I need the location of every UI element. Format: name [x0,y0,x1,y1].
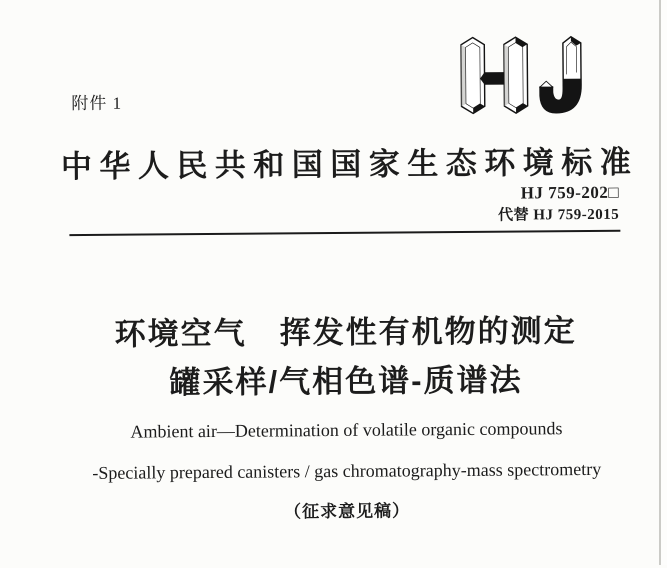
attachment-label: 附件 1 [71,93,123,114]
scan-margin [661,0,667,565]
hj-logo-icon [454,30,589,122]
standard-replaces: 代替 HJ 759-2015 [498,207,620,224]
draft-note: （征求意见稿） [284,501,411,522]
title-cn-line2: 罐采样/气相色谱-质谱法 [169,362,523,401]
standard-number: HJ 759-202□ [520,182,620,203]
header-rule [69,230,620,237]
title-cn-line1: 环境空气 挥发性有机物的测定 [114,313,577,352]
page-title: 中华人民共和国国家生态环境标准 [60,144,639,185]
title-en-line1: Ambient air—Determination of volatile organic compounds [130,418,563,442]
title-en-line2: -Specially prepared canisters / gas chromatography-mass spectrometry [92,458,602,483]
standard-number-block [498,182,620,226]
